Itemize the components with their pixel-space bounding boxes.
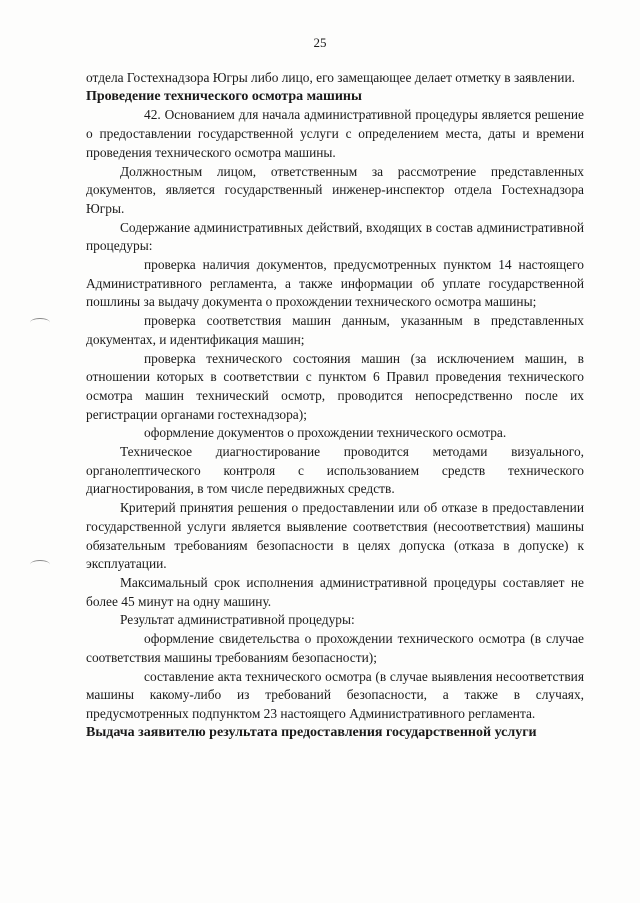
intro-paragraph: отдела Гостехнадзора Югры либо лицо, его замещающее делает отметку в заявлении. — [86, 70, 575, 85]
margin-mark — [30, 560, 50, 569]
paragraph: Критерий принятия решения о предоставлении или об отказе в предоставлении государственной услуги является выявление соответствия (несоответствия) машины обязательным требованиям безопасности в целях допуска (отказа в допуске) к эксплуатации. — [86, 500, 584, 572]
document-body — [86, 69, 584, 742]
section-heading: Выдача заявителю результата предоставления государственной услуги — [86, 724, 537, 740]
paragraph: проверка наличия документов, предусмотренных пунктом 14 настоящего Административного регламента, а также информации об уплате государственной пошлины за выдачу документа о прохождении технического осмотра машины; — [86, 257, 584, 310]
paragraph: проверка соответствия машин данным, указанным в представленных документах, и идентификация машин; — [86, 313, 584, 347]
paragraph: проверка технического состояния машин (за исключением машин, в отношении которых в соответствии с пунктом 6 Правил проведения технического осмотра машин технический осмотр, проводится непосредственно после их регистрации органами гостехнадзора); — [86, 350, 584, 422]
page-number: 25 — [313, 35, 327, 50]
paragraph: оформление свидетельства о прохождении технического осмотра (в случае соответствия машины требованиям безопасности); — [86, 631, 584, 665]
paragraph: Техническое диагностирование проводится методами визуального, органолептического контроля с использованием средств технического диагностирования, в том числе передвижных средств. — [86, 444, 584, 497]
paragraph: Результат административной процедуры: — [120, 612, 355, 628]
paragraph: оформление документов о прохождении технического осмотра. — [144, 425, 507, 441]
paragraph: Максимальный срок исполнения административной процедуры составляет не более 45 минут на одну машину. — [86, 574, 584, 609]
section-heading: Проведение технического осмотра машины — [86, 88, 362, 104]
paragraph: 42. Основанием для начала административной процедуры является решение о предоставлении государственной услуги с определением места, даты и времени проведения технического осмотра машины. — [86, 107, 584, 160]
paragraph: Содержание административных действий, входящих в состав административной процедуры: — [86, 219, 584, 254]
paragraph: Должностным лицом, ответственным за рассмотрение представленных документов, является государственный инженер-инспектор отдела Гостехнадзора Югры. — [86, 163, 584, 216]
margin-mark — [30, 318, 50, 327]
paragraph: составление акта технического осмотра (в случае выявления несоответствия машины какому-либо из требований безопасности, а также в случаях, предусмотренных подпунктом 23 настоящего Административного регламента. — [86, 668, 584, 721]
